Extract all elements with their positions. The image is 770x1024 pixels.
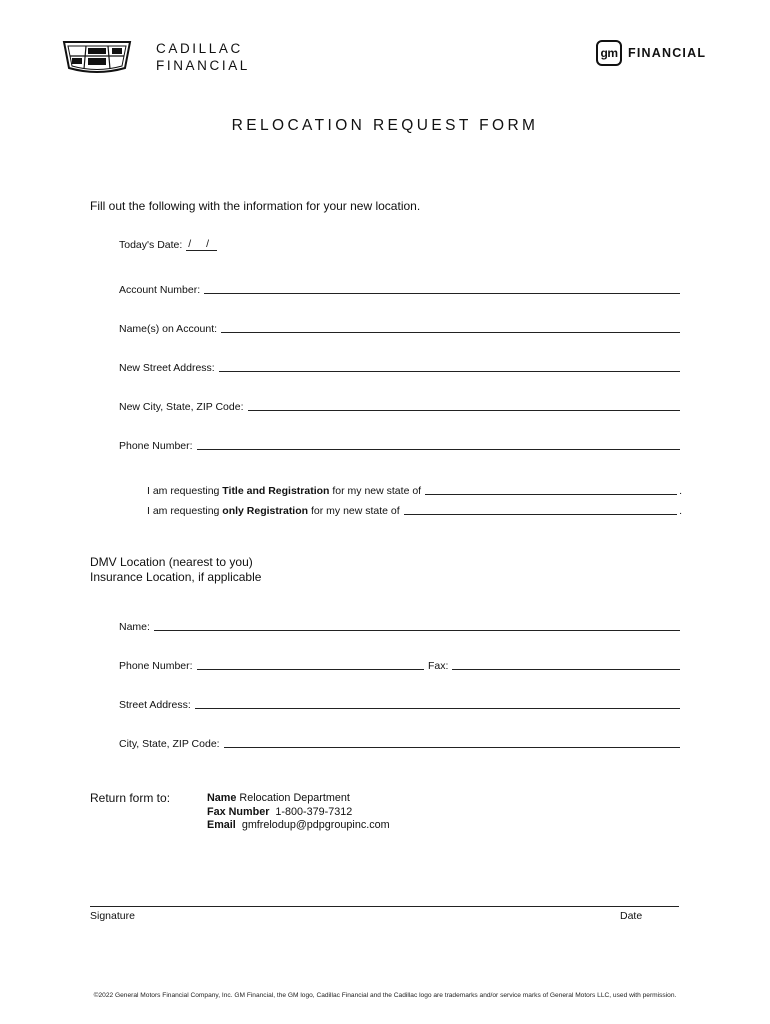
dmv-phone-field[interactable] [119, 660, 424, 672]
only-registration-request[interactable] [147, 505, 682, 517]
footer-legal-text: ©2022 General Motors Financial Company, Inc. GM Financial, the GM logo, Cadillac Financial and the Cadillac logo are trademarks and/or service marks of General Motors LLC, used with permission. [93, 992, 677, 999]
gm-mark: gm [596, 40, 622, 66]
return-email-label: Email [207, 819, 236, 831]
dmv-street-address-field[interactable] [119, 699, 680, 711]
title-reg-prefix: I am requesting [147, 485, 220, 497]
dmv-fax-label: Fax: [428, 660, 449, 672]
title-reg-state-line[interactable] [425, 494, 677, 495]
signature-label: Signature [90, 910, 135, 922]
dmv-heading-line1: DMV Location (nearest to you) [90, 555, 253, 569]
cadillac-financial-wordmark [156, 40, 250, 74]
title-reg-end-mark: . [679, 485, 682, 497]
only-reg-state-line[interactable] [404, 514, 677, 515]
dmv-section-heading [90, 555, 261, 585]
return-fax-label: Fax Number [207, 805, 270, 818]
only-reg-end-mark: . [679, 505, 682, 517]
new-street-address-line[interactable] [219, 371, 680, 372]
return-form-info [207, 792, 390, 833]
dmv-name-label: Name: [119, 621, 150, 633]
dmv-name-line[interactable] [154, 630, 680, 631]
signature-line[interactable] [90, 906, 679, 907]
new-street-address-field[interactable] [119, 362, 680, 374]
dmv-city-state-zip-line[interactable] [224, 747, 680, 748]
dmv-fax-line[interactable] [452, 669, 680, 670]
return-name-row [207, 792, 390, 806]
account-number-line[interactable] [204, 293, 680, 294]
return-name-label: Name [207, 792, 237, 804]
new-city-state-zip-label: New City, State, ZIP Code: [119, 401, 244, 413]
title-reg-bold: Title and Registration [222, 485, 330, 497]
todays-date-blank[interactable]: / / [188, 238, 216, 250]
dmv-heading-line2: Insurance Location, if applicable [90, 570, 262, 584]
return-email-value: gmfrelodup@pdpgroupinc.com [241, 819, 390, 831]
return-name-value: Relocation Department [239, 792, 350, 804]
dmv-phone-line[interactable] [197, 669, 424, 670]
account-number-label: Account Number: [119, 284, 201, 296]
return-fax-row [207, 806, 390, 820]
phone-number-label: Phone Number: [119, 440, 193, 452]
cadillac-wordmark-line2: FINANCIAL [156, 58, 250, 73]
new-street-address-label: New Street Address: [119, 362, 215, 374]
names-on-account-field[interactable] [119, 323, 680, 335]
todays-date-label: Today's Date: [119, 239, 183, 251]
title-reg-suffix: for my new state of [332, 485, 422, 497]
new-city-state-zip-line[interactable] [248, 410, 681, 411]
dmv-street-address-label: Street Address: [119, 699, 191, 711]
phone-number-line[interactable] [197, 449, 680, 450]
phone-number-field[interactable] [119, 440, 680, 452]
new-city-state-zip-field[interactable] [119, 401, 680, 413]
account-number-field[interactable] [119, 284, 680, 296]
gm-financial-logo [596, 40, 706, 66]
dmv-city-state-zip-label: City, State, ZIP Code: [119, 738, 220, 750]
dmv-street-address-line[interactable] [195, 708, 680, 709]
title-registration-request[interactable] [147, 485, 682, 497]
form-title: RELOCATION REQUEST FORM [231, 117, 539, 134]
only-reg-bold: only Registration [222, 505, 309, 517]
cadillac-wordmark-line1: CADILLAC [156, 41, 243, 56]
intro-text: Fill out the following with the information for your new location. [90, 199, 421, 213]
return-fax-value: 1-800-379-7312 [275, 805, 353, 818]
dmv-name-field[interactable] [119, 621, 680, 633]
only-reg-prefix: I am requesting [147, 505, 220, 517]
dmv-city-state-zip-field[interactable] [119, 738, 680, 750]
return-email-row [207, 819, 390, 833]
names-on-account-label: Name(s) on Account: [119, 323, 218, 335]
dmv-phone-label: Phone Number: [119, 660, 193, 672]
dmv-fax-field[interactable] [428, 660, 680, 672]
only-reg-suffix: for my new state of [310, 505, 400, 517]
gm-financial-word: FINANCIAL [628, 46, 707, 60]
cadillac-crest-logo [62, 40, 132, 76]
todays-date-field[interactable] [119, 238, 217, 251]
names-on-account-line[interactable] [221, 332, 680, 333]
signature-date-label: Date [620, 910, 643, 922]
return-form-label: Return form to: [90, 791, 171, 805]
